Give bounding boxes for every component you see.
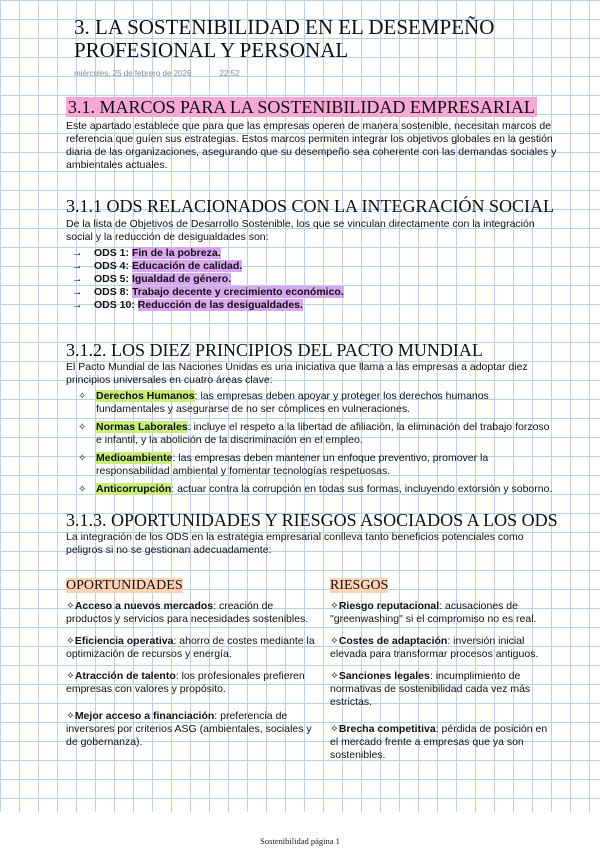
page-footer: Sostenibilidad página 1: [260, 836, 340, 846]
section-3-1-2-heading: 3.1.2. LOS DIEZ PRINCIPIOS DEL PACTO MUNDIAL: [66, 340, 483, 360]
section-3-1-3-heading: 3.1.3. OPORTUNIDADES Y RIESGOS ASOCIADOS A LOS ODS: [66, 510, 558, 530]
diamond-icon: ✧: [78, 453, 87, 464]
risks-heading: RIESGOS: [330, 578, 389, 593]
list-item: ✧Eficiencia operativa: ahorro de costes mediante la optimización de recursos y energía.: [66, 635, 315, 660]
section-3-1-text: Este apartado establece que para que las empresas operen de manera sostenible, necesitan marcos de referencia que guíen sus estrategias. Estos marcos permiten integrar los objetivos globales en la gestión diaria de las organizaciones, asegurando que su desempeño sea coherente con las demandas sociales y ambientales actuales.: [66, 120, 557, 171]
list-item: → ODS 8: Trabajo decente y crecimiento económico.: [72, 286, 344, 298]
opportunities-heading: OPORTUNIDADES: [66, 578, 183, 593]
list-item: ✧ Anticorrupción: actuar contra la corrupción en todas sus formas, incluyendo extorsión y soborno.: [78, 483, 553, 495]
list-item: → ODS 5: Igualdad de género.: [72, 273, 232, 285]
diamond-icon: ✧: [78, 484, 87, 495]
list-item: ✧Mejor acceso a financiación: preferencia de inversores por criterios ASG (ambientales, sociales y de gobernanza).: [66, 710, 312, 748]
list-item: ✧Atracción de talento: los profesionales prefieren empresas con valores y propósito.: [66, 670, 305, 695]
diamond-icon: ✧: [66, 710, 75, 722]
section-3-1-3-intro: La integración de los ODS en la estrategia empresarial conlleva tanto beneficios potenciales como peligros si no se gestionan adecuadamente:: [66, 531, 524, 556]
arrow-icon: →: [72, 247, 83, 259]
list-item: ✧ Normas Laborales: incluye el respeto a la libertad de afiliación, la eliminación del trabajo forzoso e infantil, y la abolición de la discriminación en el empleo.: [78, 421, 550, 446]
list-item: ✧Acceso a nuevos mercados: creación de productos y servicios para necesidades sostenibles.: [66, 600, 309, 625]
risks-list: [330, 600, 555, 771]
diamond-icon: ✧: [66, 635, 75, 647]
page-time: 22:52: [219, 69, 240, 78]
list-item: → ODS 4: Educación de calidad.: [72, 260, 243, 272]
arrow-icon: →: [72, 273, 83, 285]
section-3-1-heading: 3.1. MARCOS PARA LA SOSTENIBILIDAD EMPRESARIAL: [68, 97, 535, 117]
page-meta: [74, 69, 267, 78]
page-date: miércoles, 25 de febrero de 2026: [74, 69, 192, 78]
page-title: 3. LA SOSTENIBILIDAD EN EL DESEMPEÑO PROFESIONAL Y PERSONAL: [74, 15, 495, 62]
list-item: ✧Riesgo reputacional: acusaciones de "greenwashing" si el compromiso no es real.: [330, 600, 537, 625]
section-3-1-1-intro: De la lista de Objetivos de Desarrollo Sostenible, los que se vinculan directamente con la integración social y la reducción de desigualdades son:: [66, 218, 535, 243]
diamond-icon: ✧: [66, 600, 75, 612]
list-item: ✧Sanciones legales: incumplimiento de normativas de sostenibilidad cada vez más estrictas.: [330, 670, 531, 708]
diamond-icon: ✧: [330, 723, 339, 735]
section-3-1-1-heading: 3.1.1 ODS RELACIONADOS CON LA INTEGRACIÓN SOCIAL: [66, 196, 555, 216]
list-item: ✧Costes de adaptación: inversión inicial elevada para transformar procesos antiguos.: [330, 635, 539, 660]
diamond-icon: ✧: [330, 600, 339, 612]
list-item: → ODS 1: Fin de la pobreza.: [72, 247, 221, 259]
list-item: ✧ Medioambiente: las empresas deben mantener un enfoque preventivo, promover la responsabilidad ambiental y fomentar tecnologías respetuosas.: [78, 452, 489, 477]
diamond-icon: ✧: [330, 670, 339, 682]
arrow-icon: →: [72, 299, 83, 311]
arrow-icon: →: [72, 260, 83, 272]
diamond-icon: ✧: [78, 391, 87, 402]
ods-list: [72, 247, 552, 312]
opportunities-list: [66, 600, 316, 758]
diamond-icon: ✧: [66, 670, 75, 682]
section-3-1-2-intro: El Pacto Mundial de las Naciones Unidas es una iniciativa que llama a las empresas a adoptar diez principios universales en cuatro áreas clave:: [66, 361, 528, 386]
list-item: ✧Brecha competitiva: pérdida de posición en el mercado frente a empresas que ya son sostenibles.: [330, 723, 548, 761]
list-item: ✧ Derechos Humanos: las empresas deben apoyar y proteger los derechos humanos fundamentales y asegurarse de no ser cómplices en vulneraciones.: [78, 390, 489, 415]
arrow-icon: →: [72, 286, 83, 298]
diamond-icon: ✧: [330, 635, 339, 647]
diamond-icon: ✧: [78, 422, 87, 433]
list-item: → ODS 10: Reducción de las desigualdades.: [72, 299, 303, 311]
principles-list: [76, 390, 556, 501]
